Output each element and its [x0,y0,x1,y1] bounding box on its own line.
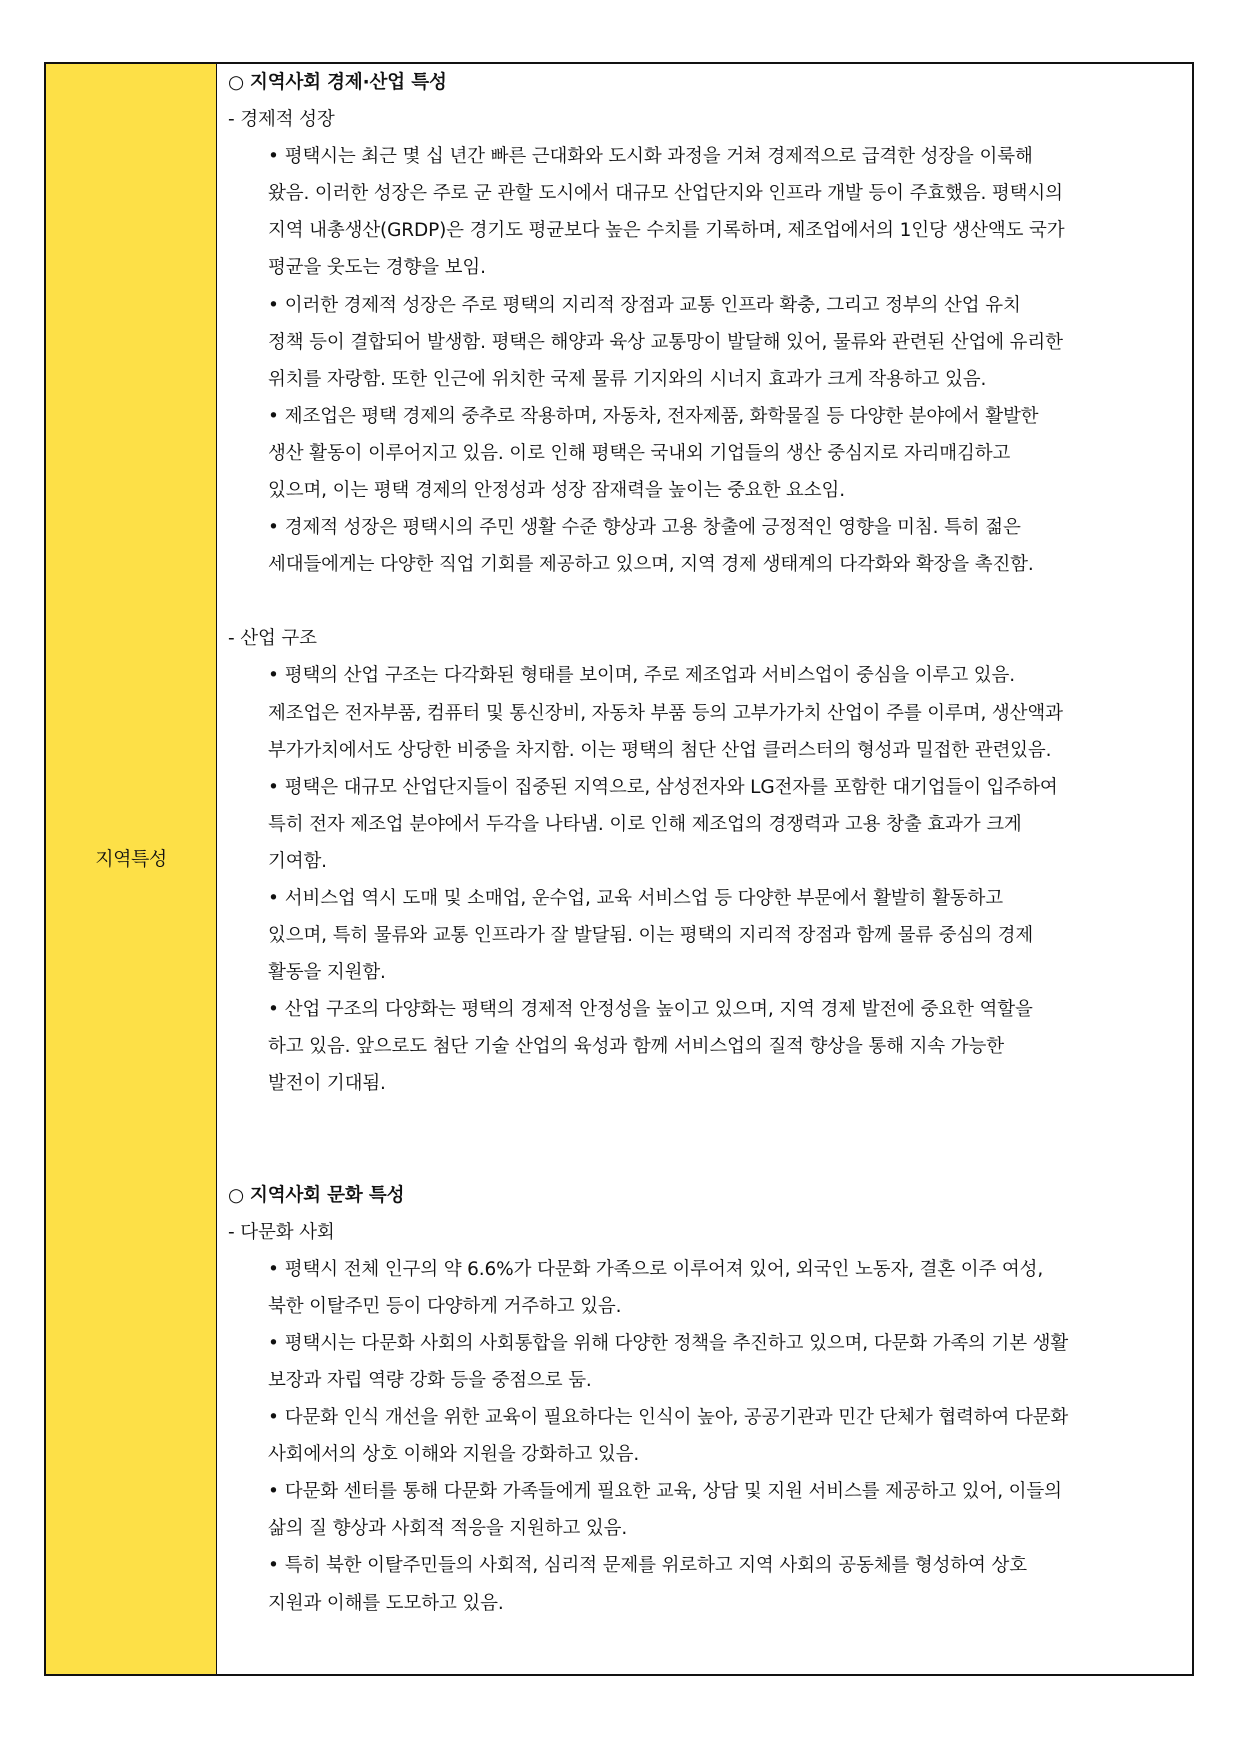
paragraph-line: 세대들에게는 다양한 직업 기회를 제공하고 있으며, 지역 경제 생태계의 다각화와 확장을 촉진함. [268,554,1034,576]
paragraph-line: 평균을 웃도는 경향을 보임. [268,257,486,279]
paragraph-line: 제조업은 전자부품, 컴퓨터 및 통신장비, 자동차 부품 등의 고부가가치 산업이 주를 이루며, 생산액과 [268,702,1063,724]
paragraph-line: 위치를 자랑함. 또한 인근에 위치한 국제 물류 기지와의 시너지 효과가 크게 작용하고 있음. [268,368,987,390]
growth-bullet-list [228,138,1182,583]
paragraph-line: 북한 이탈주민 등이 다양하게 거주하고 있음. [268,1295,622,1317]
bullet-marker: • [268,1407,279,1429]
paragraph-line: • 다문화 센터를 통해 다문화 가족들에게 필요한 교육, 상담 및 지원 서비스를 제공하고 있어, 이들의 [268,1481,1062,1503]
circle-marker: ○ [228,1184,244,1206]
paragraph-line: 있으며, 이는 평택 경제의 안정성과 성장 잠재력을 높이는 중요한 요소임. [268,480,845,502]
paragraph-line: 기여함. [268,850,327,872]
paragraph-line: 지역 내총생산(GRDP)은 경기도 평균보다 높은 수치를 기록하며, 제조업에서의 1인당 생산액도 국가 [268,220,1065,242]
label-cell [46,64,217,1674]
paragraph-line: 부가가치에서도 상당한 비중을 차지함. 이는 평택의 첨단 산업 클러스터의 형성과 밀접한 관련있음. [268,739,1052,761]
region-characteristics-table [44,62,1194,1676]
bullet-marker: • [268,887,279,909]
paragraph-line: • 평택의 산업 구조는 다각화된 형태를 보이며, 주로 제조업과 서비스업이 중심을 이루고 있음. [268,665,1015,687]
paragraph-line: • 다문화 인식 개선을 위한 교육이 필요하다는 인식이 높아, 공공기관과 민간 단체가 협력하여 다문화 [268,1407,1069,1429]
bullet-marker: • [268,146,279,168]
paragraph-line: • 경제적 성장은 평택시의 주민 생활 수준 향상과 고용 창출에 긍정적인 영향을 미침. 특히 젊은 [268,517,1021,539]
paragraph-line: 정책 등이 결합되어 발생함. 평택은 해양과 육상 교통망이 발달해 있어, 물류와 관련된 산업에 유리한 [268,331,1063,353]
spacer [228,583,1182,620]
bullet-marker: • [268,294,279,316]
paragraph-line: 지원과 이해를 도모하고 있음. [268,1592,504,1614]
bullet-marker: • [268,1332,279,1354]
row-label: 지역특성 [95,847,167,870]
paragraph-line: 발전이 기대됨. [268,1073,386,1095]
spacer [228,1103,1182,1177]
heading-text: 지역사회 문화 특성 [250,1184,405,1206]
paragraph-line: 삶의 질 향상과 사회적 적응을 지원하고 있음. [268,1518,628,1540]
paragraph-line: • 평택시는 다문화 사회의 사회통합을 위해 다양한 정책을 추진하고 있으며, 다문화 가족의 기본 생활 [268,1332,1069,1354]
bullet-marker: • [268,665,279,687]
section-heading-economy [228,64,1182,101]
subheading-industry: - 산업 구조 [228,628,317,650]
bullet-marker: • [268,1555,279,1577]
subheading-multicultural: - 다문화 사회 [228,1221,335,1243]
paragraph-line: 생산 활동이 이루어지고 있음. 이로 인해 평택은 국내외 기업들의 생산 중심지로 자리매김하고 [268,442,1011,464]
bullet-marker: • [268,999,279,1021]
paragraph-line: 있으며, 특히 물류와 교통 인프라가 잘 발달됨. 이는 평택의 지리적 장점과 함께 물류 중심의 경제 [268,925,1034,947]
paragraph-line: • 평택시는 최근 몇 십 년간 빠른 근대화와 도시화 과정을 거쳐 경제적으로 급격한 성장을 이룩해 [268,146,1033,168]
bullet-marker: • [268,517,279,539]
paragraph-line: 사회에서의 상호 이해와 지원을 강화하고 있음. [268,1444,640,1466]
bullet-marker: • [268,405,279,427]
paragraph-line: • 특히 북한 이탈주민들의 사회적, 심리적 문제를 위로하고 지역 사회의 공동체를 형성하여 상호 [268,1555,1027,1577]
content-cell [217,64,1192,1674]
circle-marker: ○ [228,72,244,93]
paragraph-line: 보장과 자립 역량 강화 등을 중점으로 둠. [268,1370,592,1391]
paragraph-line: • 이러한 경제적 성장은 주로 평택의 지리적 장점과 교통 인프라 확충, 그리고 정부의 산업 유치 [268,294,1021,316]
paragraph-line: 특히 전자 제조업 분야에서 두각을 나타냄. 이로 인해 제조업의 경쟁력과 고용 창출 효과가 크게 [268,813,1022,835]
paragraph-line: 활동을 지원함. [268,962,386,984]
paragraph-line: 하고 있음. 앞으로도 첨단 기술 산업의 육성과 함께 서비스업의 질적 향상을 통해 지속 가능한 [268,1036,1004,1058]
paragraph-line: 왔음. 이러한 성장은 주로 군 관할 도시에서 대규모 산업단지와 인프라 개발 등이 주효했음. 평택시의 [268,183,1063,205]
multicultural-bullet-list [228,1251,1182,1622]
paragraph-line: • 산업 구조의 다양화는 평택의 경제적 안정성을 높이고 있으며, 지역 경제 발전에 중요한 역할을 [268,999,1033,1021]
bullet-marker: • [268,1258,279,1280]
bullet-marker: • [268,776,279,798]
bullet-marker: • [268,1481,279,1503]
section-heading-culture [228,1177,1182,1214]
subheading-growth: - 경제적 성장 [228,109,335,131]
paragraph-line: • 제조업은 평택 경제의 중추로 작용하며, 자동차, 전자제품, 화학물질 등 다양한 분야에서 활발한 [268,405,1039,427]
heading-text: 지역사회 경제·산업 특성 [250,72,447,93]
paragraph-line: • 평택은 대규모 산업단지들이 집중된 지역으로, 삼성전자와 LG전자를 포함한 대기업들이 입주하여 [268,776,1058,798]
paragraph-line: • 평택시 전체 인구의 약 6.6%가 다문화 가족으로 이루어져 있어, 외국인 노동자, 결혼 이주 여성, [268,1258,1044,1280]
industry-bullet-list [228,657,1182,1102]
paragraph-line: • 서비스업 역시 도매 및 소매업, 운수업, 교육 서비스업 등 다양한 부문에서 활발히 활동하고 [268,887,1003,909]
